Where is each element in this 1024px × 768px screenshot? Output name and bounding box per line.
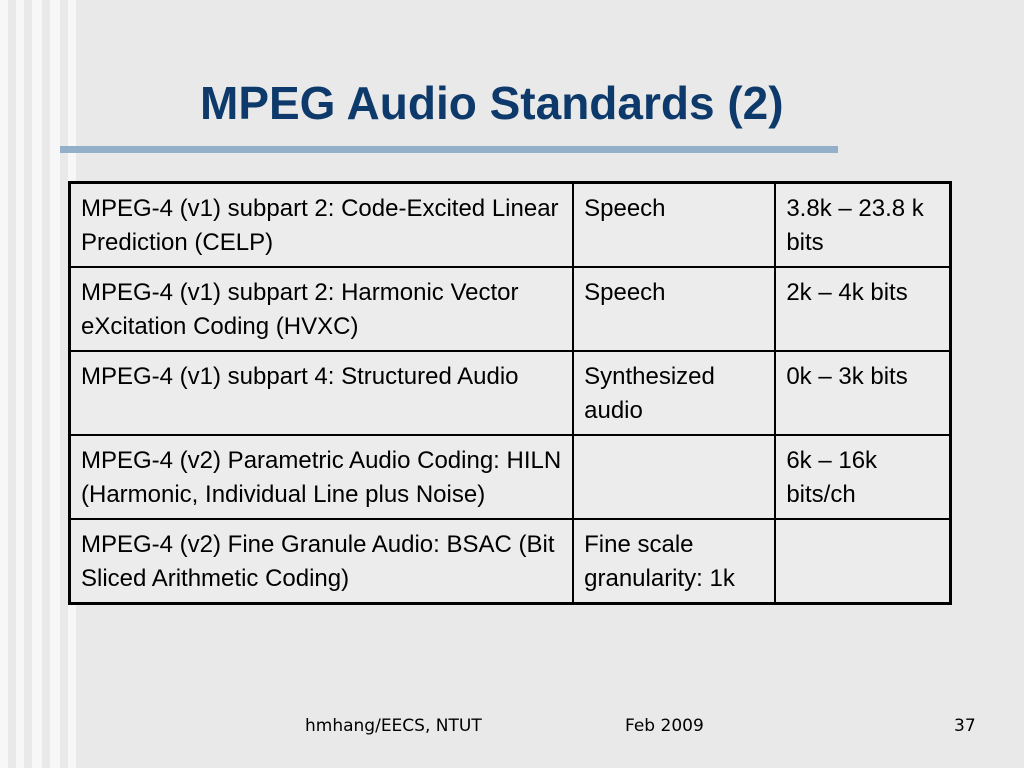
table-cell: [573, 435, 775, 519]
table-cell: 2k – 4k bits: [775, 267, 950, 351]
table-cell: Speech: [573, 267, 775, 351]
table-cell: 3.8k – 23.8 k bits: [775, 183, 950, 268]
stripe: [32, 0, 42, 768]
table-cell: Speech: [573, 183, 775, 268]
footer-date: Feb 2009: [625, 716, 704, 736]
footer-page-number: 37: [954, 716, 976, 736]
table-row: [70, 267, 951, 351]
title-underline: [60, 146, 838, 153]
table-cell: MPEG-4 (v1) subpart 2: Harmonic Vector eXcitation Coding (HVXC): [70, 267, 574, 351]
table-cell: [775, 519, 950, 604]
table-row: [70, 351, 951, 435]
table-row: [70, 519, 951, 604]
table-cell: MPEG-4 (v1) subpart 4: Structured Audio: [70, 351, 574, 435]
stripe: [16, 0, 24, 768]
table-row: [70, 183, 951, 268]
table-cell: MPEG-4 (v2) Parametric Audio Coding: HILN (Harmonic, Individual Line plus Noise): [70, 435, 574, 519]
stripe: [50, 0, 60, 768]
table-cell: MPEG-4 (v2) Fine Granule Audio: BSAC (Bit Sliced Arithmetic Coding): [70, 519, 574, 604]
table-cell: MPEG-4 (v1) subpart 2: Code-Excited Linear Prediction (CELP): [70, 183, 574, 268]
table-cell: 0k – 3k bits: [775, 351, 950, 435]
stripe: [0, 0, 8, 768]
slide-title: MPEG Audio Standards (2): [200, 77, 784, 129]
footer-author: hmhang/EECS, NTUT: [305, 716, 482, 736]
table-row: [70, 435, 951, 519]
standards-table: [68, 181, 952, 605]
table-cell: Synthesized audio: [573, 351, 775, 435]
table-cell: 6k – 16k bits/ch: [775, 435, 950, 519]
table-cell: Fine scale granularity: 1k: [573, 519, 775, 604]
